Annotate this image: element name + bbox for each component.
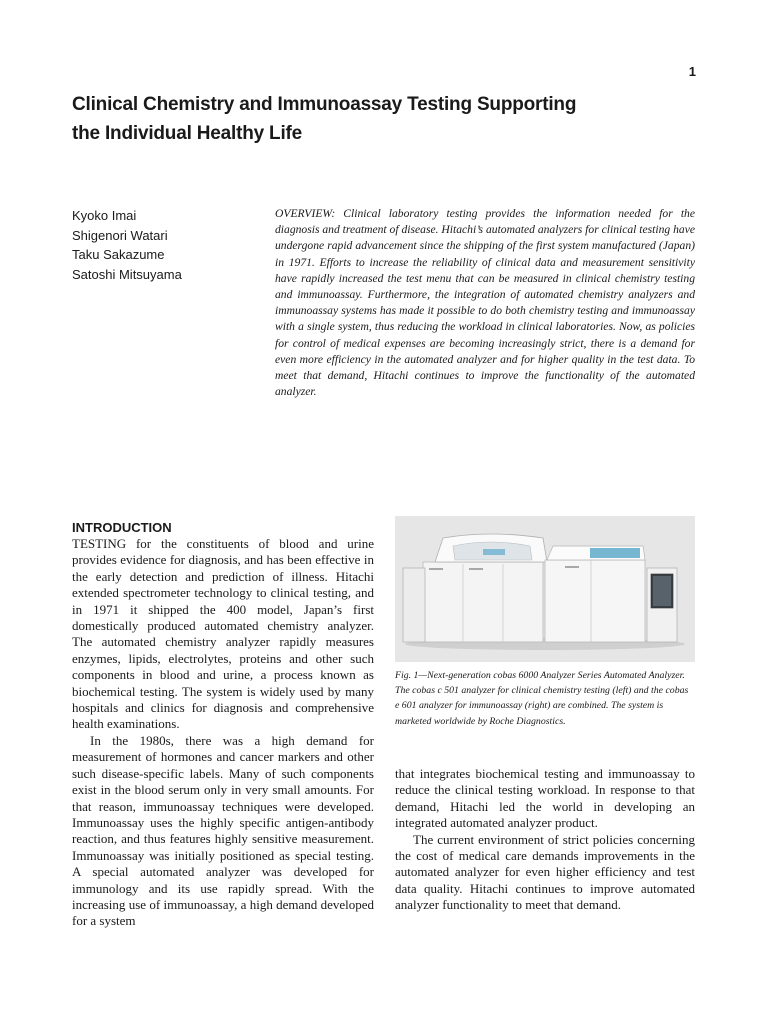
figure-analyzer-photo bbox=[395, 516, 695, 662]
body-paragraph: The current environment of strict policies concerning the cost of medical care demands improvements in the automated analyzer for even higher efficiency and test data quality. Hitachi continues to improve automated analyzer functionality to meet that demand. bbox=[395, 831, 695, 913]
figure-caption-body: The cobas c 501 analyzer for clinical chemistry testing (left) and the cobas e 601 analyzer for immunoassay (right) are combined. The system is marketed worldwide by Roche Diagnostics. bbox=[395, 685, 689, 727]
title-line-2: the Individual Healthy Life bbox=[72, 123, 303, 144]
label-mark bbox=[469, 568, 483, 570]
author-name: Satoshi Mitsuyama bbox=[72, 266, 182, 282]
sample-module bbox=[403, 568, 425, 642]
c501-blue-accent bbox=[483, 549, 505, 555]
author-list bbox=[72, 206, 262, 284]
e601-blue-reagent-area bbox=[590, 548, 640, 558]
label-mark bbox=[429, 568, 443, 570]
figure-caption-title: Fig. 1—Next-generation cobas 6000 Analyzer Series Automated Analyzer. bbox=[395, 670, 685, 681]
author-name: Taku Sakazume bbox=[72, 247, 165, 262]
c501-cabinet bbox=[423, 562, 543, 642]
body-paragraph: that integrates biochemical testing and immunoassay to reduce the clinical testing workload. In response to that demand, Hitachi led the world in developing an integrated automated analyzer product. bbox=[395, 766, 695, 831]
author-name: Shigenori Watari bbox=[72, 227, 168, 243]
label-mark bbox=[565, 566, 579, 568]
author-name: Kyoko Imai bbox=[72, 208, 137, 223]
monitor-display bbox=[653, 576, 671, 606]
title-line-1: Clinical Chemistry and Immunoassay Testing Supporting bbox=[72, 94, 577, 115]
paper-title bbox=[72, 90, 692, 148]
overview-abstract: OVERVIEW: Clinical laboratory testing provides the information needed for the diagnosis and treatment of disease. Hitachi’s automated analyzers for clinical testing have undergone rapid advancement since the shipping of the first system manufactured (Japan) in 1971. Efforts to increase the reliability of clinical data and measurement sensitivity have rapidly increased the test menu that can be measured in clinical chemistry testing and immunoassay. Furthermore, the integration of automated chemistry analyzers and immunoassay systems has made it possible to do both chemistry testing and immunoassay with a single system, thus reducing the workload in clinical laboratories. Now, as policies for control of medical expenses are becoming increasingly strict, there is a demand for even more efficiency in the automated analyzer and for higher quality in the test data. To meet that demand, Hitachi continues to improve the functionality of the automated analyzer. bbox=[275, 207, 695, 399]
body-column-right bbox=[395, 766, 695, 914]
analyzer-illustration bbox=[395, 516, 695, 662]
section-heading-introduction: INTRODUCTION bbox=[72, 520, 172, 535]
e601-cabinet bbox=[545, 560, 645, 642]
body-paragraph: In the 1980s, there was a high demand for measurement of hormones and cancer markers and other such disease-specific labels. Many of such components exist in the blood serum only in very small amounts. For that reason, immunoassay techniques were developed. Immunoassay uses the highly specific antigen-antibody reaction, and thus features highly sensitive measurement. Immunoassay was initially positioned as special testing. A special automated analyzer was developed for immunology and its use rapidly spread. With the increasing use of immunoassay, a high demand developed for a system bbox=[72, 732, 374, 929]
page-number: 1 bbox=[688, 64, 696, 79]
figure-caption bbox=[395, 668, 695, 729]
body-column-left bbox=[72, 520, 374, 930]
body-paragraph: TESTING for the constituents of blood and urine provides evidence for diagnosis, and has been effective in the early detection and prediction of illness. Hitachi extended spectrometer technology to clinical testing, and in 1971 it shipped the 400 model, Japan’s first domestically produced automated chemistry analyzer. The automated chemistry analyzer rapidly measures enzymes, lipids, electrolytes, proteins and other such components in blood and urine, a process known as biochemical testing. The system is widely used by many hospitals and clinics for diagnosis and comprehensive health examinations. bbox=[72, 536, 374, 732]
